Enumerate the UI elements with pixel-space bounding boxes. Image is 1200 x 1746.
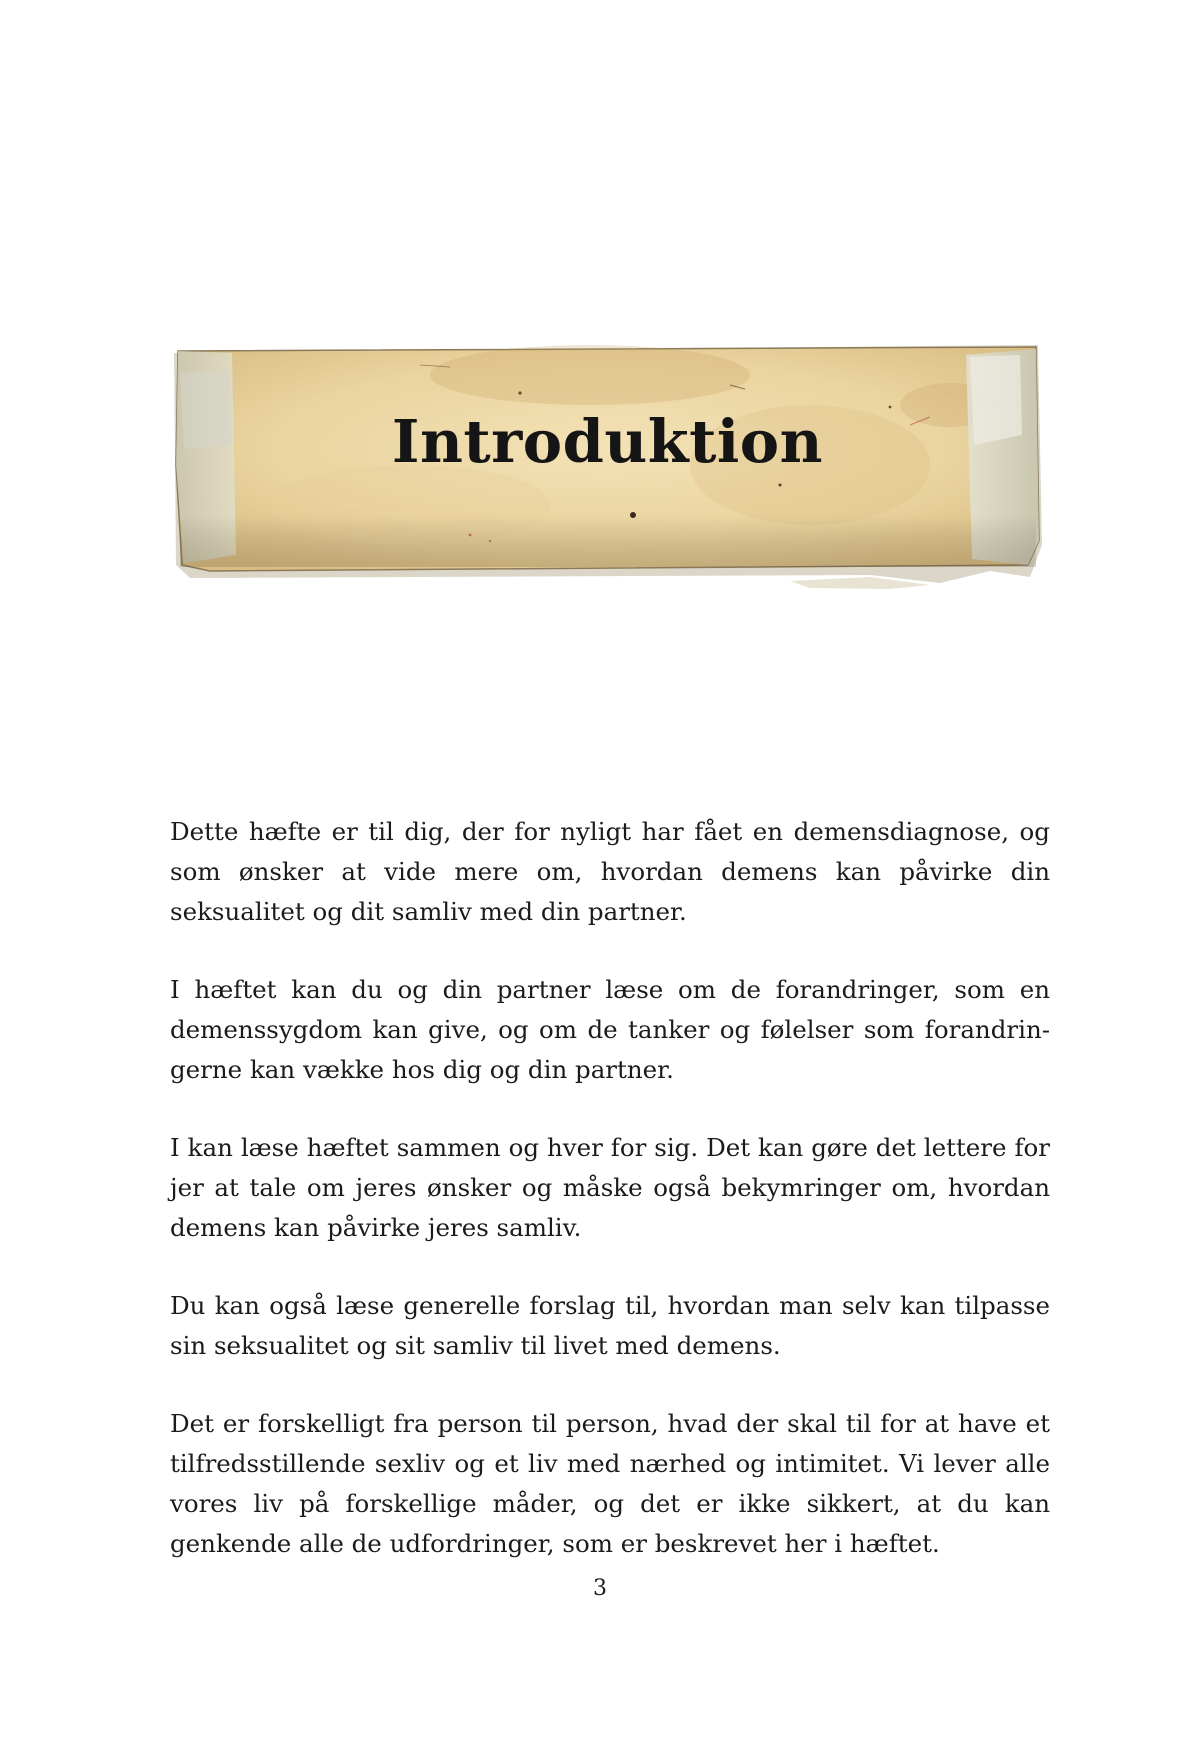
paragraph: Du kan også læse generelle forslag til, hvordan man selv kan tilpasse sin seksualitet og sit samliv til livet med demens. [170, 1291, 1050, 1360]
page-number: 3 [593, 1576, 607, 1601]
title-label [170, 345, 1045, 590]
paragraph: Dette hæfte er til dig, der for nyligt har fået en demensdiagnose, og som ønsker at vide mere om, hvordan demens kan påvirke din seksualitet og dit samliv med din partner. [170, 817, 1050, 926]
paragraph: I hæftet kan du og din partner læse om de forandringer, som en demenssygdom kan give, og om de tanker og følelser som forandringerne kan vække hos dig og din partner. [170, 975, 1050, 1084]
paragraph: Det er forskelligt fra person til person, hvad der skal til for at have et tilfredsstillende sexliv og et liv med nærhed og intimitet. Vi lever alle vores liv på forskellige måder, og det er ikke sikkert, at du kan genkende alle de udfordringer, som er beskrevet her i hæftet. [170, 1409, 1050, 1558]
page-title: Introduktion [391, 407, 824, 476]
body-text [170, 812, 1050, 1602]
paragraph: I kan læse hæftet sammen og hver for sig. Det kan gøre det lettere for jer at tale om jeres ønsker og måske også bekymringer om, hvordan demens kan påvirke jeres samliv. [170, 1133, 1050, 1242]
